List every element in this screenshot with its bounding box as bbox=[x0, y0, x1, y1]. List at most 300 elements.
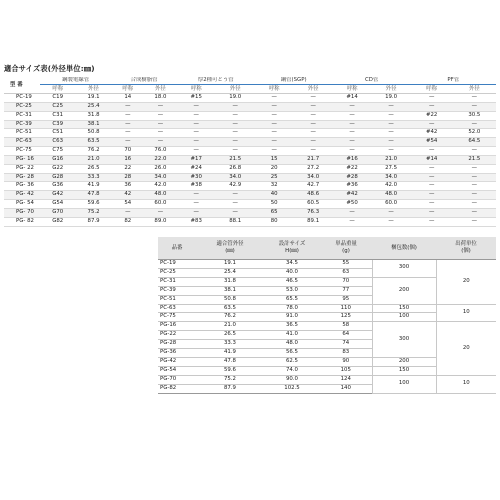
table-cell: — bbox=[294, 129, 333, 138]
table-cell: — bbox=[411, 200, 453, 209]
table-cell: — bbox=[255, 120, 294, 129]
table-cell: 50.8 bbox=[196, 295, 264, 304]
table-cell: 76.2 bbox=[76, 147, 112, 156]
table-cell: 77 bbox=[320, 286, 372, 295]
page-title: 適合サイズ表(外径単位:㎜) bbox=[4, 64, 95, 73]
table-row bbox=[158, 304, 496, 313]
table-cell: 40.0 bbox=[264, 268, 320, 277]
table-cell: — bbox=[255, 94, 294, 103]
group-header: 合成樹脂管 bbox=[111, 77, 176, 85]
table-cell: 21.0 bbox=[196, 322, 264, 331]
table-cell: 76.0 bbox=[144, 147, 177, 156]
table-cell: 26.0 bbox=[144, 164, 177, 173]
table-cell: — bbox=[144, 102, 177, 111]
table-cell: C31 bbox=[40, 111, 76, 120]
table-cell: 22.0 bbox=[144, 155, 177, 164]
pack-count-cell: 150 bbox=[372, 304, 436, 313]
table-cell: G36 bbox=[40, 182, 76, 191]
table-cell: — bbox=[177, 120, 216, 129]
table-cell: 46.5 bbox=[264, 277, 320, 286]
table-cell: — bbox=[333, 138, 372, 147]
table-cell: — bbox=[453, 173, 496, 182]
column-header: 品番 bbox=[158, 237, 196, 260]
table-cell: 52.0 bbox=[453, 129, 496, 138]
table-cell: — bbox=[177, 147, 216, 156]
table-cell: — bbox=[372, 111, 411, 120]
table-cell: #16 bbox=[333, 155, 372, 164]
table-cell: C25 bbox=[40, 102, 76, 111]
table-cell: — bbox=[333, 147, 372, 156]
column-header: 適合管外径 (㎜) bbox=[196, 237, 264, 260]
table-cell: — bbox=[294, 147, 333, 156]
table-cell: G16 bbox=[40, 155, 76, 164]
table-cell: 33.3 bbox=[196, 340, 264, 349]
sub-header: 外径 bbox=[453, 85, 496, 94]
group-header: 鋼製電線管 bbox=[40, 77, 112, 85]
table-cell: 63.5 bbox=[196, 304, 264, 313]
table-cell: — bbox=[255, 138, 294, 147]
pack-count-cell: 100 bbox=[372, 375, 436, 393]
table-cell: #24 bbox=[177, 164, 216, 173]
table-cell: 105 bbox=[320, 366, 372, 375]
group-header: CD管 bbox=[333, 77, 411, 85]
table-cell: 15 bbox=[255, 155, 294, 164]
table-cell: — bbox=[411, 208, 453, 217]
table-cell: 21.0 bbox=[76, 155, 112, 164]
table-cell: 65 bbox=[255, 208, 294, 217]
table-cell: — bbox=[144, 208, 177, 217]
ship-unit-cell: 10 bbox=[436, 375, 496, 393]
table-row bbox=[4, 94, 496, 103]
sub-header: 外径 bbox=[144, 85, 177, 94]
table-cell: 19.0 bbox=[216, 94, 255, 103]
table-cell: #17 bbox=[177, 155, 216, 164]
model-cell: PC-31 bbox=[4, 111, 40, 120]
product-cell: PG-16 bbox=[158, 322, 196, 331]
table-cell: — bbox=[294, 111, 333, 120]
table-cell: #50 bbox=[333, 200, 372, 209]
product-cell: PC-25 bbox=[158, 268, 196, 277]
table-cell: 110 bbox=[320, 304, 372, 313]
table-cell: 36.5 bbox=[264, 322, 320, 331]
table-cell: 32 bbox=[255, 182, 294, 191]
table-cell: 90 bbox=[320, 357, 372, 366]
model-cell: PG- 82 bbox=[4, 217, 40, 226]
table-cell: — bbox=[294, 94, 333, 103]
table-cell: 140 bbox=[320, 384, 372, 393]
table-cell: 63.5 bbox=[76, 138, 112, 147]
table-cell: — bbox=[216, 120, 255, 129]
table-cell: 64 bbox=[320, 331, 372, 340]
table-row bbox=[4, 111, 496, 120]
group-header: PF管 bbox=[411, 77, 496, 85]
table-cell: 89.0 bbox=[144, 217, 177, 226]
table-cell: — bbox=[411, 102, 453, 111]
table-cell: 56.5 bbox=[264, 349, 320, 358]
table-cell: 20 bbox=[255, 164, 294, 173]
table-cell: 54 bbox=[111, 200, 144, 209]
table-cell: C63 bbox=[40, 138, 76, 147]
table-cell: #54 bbox=[411, 138, 453, 147]
table-cell: — bbox=[411, 191, 453, 200]
table-cell: #38 bbox=[177, 182, 216, 191]
table-row bbox=[4, 200, 496, 209]
table-cell: 21.5 bbox=[216, 155, 255, 164]
table-cell: 36 bbox=[111, 182, 144, 191]
table-cell: 28 bbox=[111, 173, 144, 182]
column-header: 梱包数(個) bbox=[372, 237, 436, 260]
table-cell: 34.0 bbox=[294, 173, 333, 182]
product-cell: PG-54 bbox=[158, 366, 196, 375]
model-cell: PG- 36 bbox=[4, 182, 40, 191]
table-cell: 41.9 bbox=[196, 349, 264, 358]
table-cell: 78.0 bbox=[264, 304, 320, 313]
model-cell: PC-51 bbox=[4, 129, 40, 138]
table-cell: 90.0 bbox=[264, 375, 320, 384]
table-row bbox=[4, 208, 496, 217]
sub-header: 呼称 bbox=[255, 85, 294, 94]
ship-unit-cell: 20 bbox=[436, 322, 496, 375]
table-cell: — bbox=[216, 138, 255, 147]
table-cell: 41.9 bbox=[76, 182, 112, 191]
model-cell: PC-39 bbox=[4, 120, 40, 129]
type-header: 型 番 bbox=[4, 77, 40, 94]
table-cell: — bbox=[111, 138, 144, 147]
table-cell: G70 bbox=[40, 208, 76, 217]
table-cell: 125 bbox=[320, 313, 372, 322]
table-row bbox=[4, 129, 496, 138]
table-cell: — bbox=[216, 208, 255, 217]
table-cell: — bbox=[333, 111, 372, 120]
table-cell: 74 bbox=[320, 340, 372, 349]
table-cell: — bbox=[144, 111, 177, 120]
table-cell: 16 bbox=[111, 155, 144, 164]
table-cell: C75 bbox=[40, 147, 76, 156]
table-cell: 42.0 bbox=[144, 182, 177, 191]
table-cell: 65.5 bbox=[264, 295, 320, 304]
table-cell: — bbox=[411, 164, 453, 173]
table-cell: 14 bbox=[111, 94, 144, 103]
table-cell: — bbox=[411, 217, 453, 226]
table-cell: 76.2 bbox=[196, 313, 264, 322]
table-cell: — bbox=[177, 191, 216, 200]
table-cell: #83 bbox=[177, 217, 216, 226]
table-cell: 38.1 bbox=[196, 286, 264, 295]
ship-unit-cell: 10 bbox=[436, 304, 496, 322]
table-row bbox=[4, 147, 496, 156]
table-row bbox=[4, 182, 496, 191]
table-cell: — bbox=[255, 111, 294, 120]
table-row bbox=[158, 322, 496, 331]
table-cell: 82 bbox=[111, 217, 144, 226]
table-cell: — bbox=[372, 217, 411, 226]
table-cell: 22 bbox=[111, 164, 144, 173]
table-cell: 33.3 bbox=[76, 173, 112, 182]
table-cell: — bbox=[294, 120, 333, 129]
table-cell: — bbox=[372, 138, 411, 147]
table-cell: — bbox=[216, 200, 255, 209]
table-cell: 88.1 bbox=[216, 217, 255, 226]
product-cell: PG-70 bbox=[158, 375, 196, 384]
table-cell: 31.8 bbox=[196, 277, 264, 286]
table-row bbox=[4, 102, 496, 111]
table-cell: 58 bbox=[320, 322, 372, 331]
model-cell: PG- 42 bbox=[4, 191, 40, 200]
table-cell: C51 bbox=[40, 129, 76, 138]
pack-count-cell: 200 bbox=[372, 277, 436, 304]
group-header: 鋼管(SGP) bbox=[255, 77, 333, 85]
table-cell: — bbox=[216, 191, 255, 200]
ship-unit-cell: 20 bbox=[436, 260, 496, 305]
column-header: 単品重量 (g) bbox=[320, 237, 372, 260]
model-cell: PG- 16 bbox=[4, 155, 40, 164]
model-cell: PC-19 bbox=[4, 94, 40, 103]
table-cell: 74.0 bbox=[264, 366, 320, 375]
table-row bbox=[4, 173, 496, 182]
table-cell: — bbox=[144, 129, 177, 138]
table-cell: — bbox=[111, 129, 144, 138]
sub-header: 外径 bbox=[216, 85, 255, 94]
table-cell: — bbox=[216, 147, 255, 156]
table-cell: #22 bbox=[333, 164, 372, 173]
model-cell: PG- 28 bbox=[4, 173, 40, 182]
table-cell: — bbox=[177, 138, 216, 147]
table-cell: — bbox=[453, 208, 496, 217]
table-cell: — bbox=[177, 208, 216, 217]
product-cell: PC-31 bbox=[158, 277, 196, 286]
table-cell: 21.7 bbox=[294, 155, 333, 164]
table-cell: — bbox=[453, 182, 496, 191]
table-cell: — bbox=[453, 147, 496, 156]
table-cell: — bbox=[411, 147, 453, 156]
table-cell: 21.5 bbox=[453, 155, 496, 164]
table-cell: 26.8 bbox=[216, 164, 255, 173]
table-cell: — bbox=[333, 129, 372, 138]
table-cell: 40 bbox=[255, 191, 294, 200]
model-cell: PC-75 bbox=[4, 147, 40, 156]
table-cell: — bbox=[411, 182, 453, 191]
table-cell: 62.5 bbox=[264, 357, 320, 366]
product-cell: PG-36 bbox=[158, 349, 196, 358]
table-cell: 31.8 bbox=[76, 111, 112, 120]
table-cell: 102.5 bbox=[264, 384, 320, 393]
table-cell: — bbox=[333, 208, 372, 217]
table-cell: 34.0 bbox=[372, 173, 411, 182]
table-cell: C19 bbox=[40, 94, 76, 103]
table-cell: 76.3 bbox=[294, 208, 333, 217]
product-cell: PG-82 bbox=[158, 384, 196, 393]
table-cell: — bbox=[111, 111, 144, 120]
table-cell: — bbox=[453, 164, 496, 173]
table-cell: 25 bbox=[255, 173, 294, 182]
sub-header: 呼称 bbox=[177, 85, 216, 94]
table-cell: 48.6 bbox=[294, 191, 333, 200]
table-cell: 60.0 bbox=[144, 200, 177, 209]
model-cell: PC-63 bbox=[4, 138, 40, 147]
model-cell: PC-25 bbox=[4, 102, 40, 111]
table-cell: 70 bbox=[320, 277, 372, 286]
table-cell: G28 bbox=[40, 173, 76, 182]
table-cell: 25.4 bbox=[196, 268, 264, 277]
pack-count-cell: 300 bbox=[372, 322, 436, 358]
product-cell: PG-22 bbox=[158, 331, 196, 340]
table-row bbox=[4, 138, 496, 147]
table-cell: — bbox=[411, 94, 453, 103]
model-cell: PG- 54 bbox=[4, 200, 40, 209]
product-cell: PC-63 bbox=[158, 304, 196, 313]
table-cell: — bbox=[453, 217, 496, 226]
table-row bbox=[4, 217, 496, 226]
table-cell: — bbox=[111, 120, 144, 129]
group-header: 厚2種可とう管 bbox=[177, 77, 255, 85]
sub-header: 呼称 bbox=[333, 85, 372, 94]
table-cell: 55 bbox=[320, 260, 372, 269]
table-cell: — bbox=[294, 102, 333, 111]
table-cell: 47.8 bbox=[76, 191, 112, 200]
table-cell: 70 bbox=[111, 147, 144, 156]
table-cell: 19.1 bbox=[76, 94, 112, 103]
pack-count-cell: 300 bbox=[372, 260, 436, 278]
table-cell: 26.5 bbox=[76, 164, 112, 173]
pack-count-cell: 200 bbox=[372, 357, 436, 366]
table-cell: 19.0 bbox=[372, 94, 411, 103]
table-cell: 80 bbox=[255, 217, 294, 226]
table-row bbox=[4, 191, 496, 200]
table-cell: #42 bbox=[411, 129, 453, 138]
sub-header: 外径 bbox=[76, 85, 112, 94]
table-cell: 21.0 bbox=[372, 155, 411, 164]
product-cell: PC-19 bbox=[158, 260, 196, 269]
table-cell: 30.5 bbox=[453, 111, 496, 120]
table-cell: — bbox=[453, 200, 496, 209]
table-cell: 42 bbox=[111, 191, 144, 200]
pack-count-cell: 150 bbox=[372, 366, 436, 375]
table-cell: — bbox=[177, 129, 216, 138]
table-cell: 60.5 bbox=[294, 200, 333, 209]
table-cell: 47.8 bbox=[196, 357, 264, 366]
column-header: 出荷単位 (個) bbox=[436, 237, 496, 260]
table-cell: 59.6 bbox=[196, 366, 264, 375]
table-cell: 87.9 bbox=[196, 384, 264, 393]
table-cell: — bbox=[216, 111, 255, 120]
table-cell: — bbox=[111, 102, 144, 111]
table-cell: — bbox=[216, 129, 255, 138]
table-cell: — bbox=[255, 102, 294, 111]
table-cell: — bbox=[372, 102, 411, 111]
table-cell: C39 bbox=[40, 120, 76, 129]
table-cell: 27.2 bbox=[294, 164, 333, 173]
sub-header: 呼称 bbox=[111, 85, 144, 94]
table-cell: #22 bbox=[411, 111, 453, 120]
table-cell: — bbox=[177, 111, 216, 120]
table-cell: — bbox=[333, 217, 372, 226]
model-cell: PG- 70 bbox=[4, 208, 40, 217]
table-cell: 48.0 bbox=[264, 340, 320, 349]
table-cell: 75.2 bbox=[196, 375, 264, 384]
table-cell: — bbox=[453, 94, 496, 103]
product-spec-table bbox=[158, 237, 496, 394]
table-cell: 25.4 bbox=[76, 102, 112, 111]
table-cell: — bbox=[411, 120, 453, 129]
table-cell: 48.0 bbox=[144, 191, 177, 200]
sub-header: 外径 bbox=[294, 85, 333, 94]
table-cell: 60.0 bbox=[372, 200, 411, 209]
table-cell: 64.5 bbox=[453, 138, 496, 147]
table-cell: 42.9 bbox=[216, 182, 255, 191]
table-cell: 34.5 bbox=[264, 260, 320, 269]
table-cell: 18.0 bbox=[144, 94, 177, 103]
table-cell: — bbox=[111, 208, 144, 217]
table-cell: 89.1 bbox=[294, 217, 333, 226]
table-cell: 26.5 bbox=[196, 331, 264, 340]
table-cell: 27.5 bbox=[372, 164, 411, 173]
table-cell: 91.0 bbox=[264, 313, 320, 322]
table-cell: G82 bbox=[40, 217, 76, 226]
table-row bbox=[4, 120, 496, 129]
table-cell: — bbox=[177, 200, 216, 209]
table-row bbox=[158, 260, 496, 269]
table-cell: — bbox=[294, 138, 333, 147]
table-cell: — bbox=[333, 120, 372, 129]
table-cell: — bbox=[372, 208, 411, 217]
sub-header: 呼称 bbox=[40, 85, 76, 94]
table-cell: 124 bbox=[320, 375, 372, 384]
table-cell: 38.1 bbox=[76, 120, 112, 129]
product-cell: PC-39 bbox=[158, 286, 196, 295]
table-cell: 83 bbox=[320, 349, 372, 358]
table-cell: — bbox=[372, 129, 411, 138]
column-header: 設計サイズ H(㎜) bbox=[264, 237, 320, 260]
table-cell: — bbox=[453, 102, 496, 111]
table-cell: 34.0 bbox=[144, 173, 177, 182]
table-cell: #30 bbox=[177, 173, 216, 182]
table-cell: — bbox=[144, 138, 177, 147]
product-cell: PG-42 bbox=[158, 357, 196, 366]
table-row bbox=[158, 375, 496, 384]
table-cell: 63 bbox=[320, 268, 372, 277]
table-cell: G42 bbox=[40, 191, 76, 200]
size-compatibility-table bbox=[4, 77, 496, 227]
pack-count-cell: 100 bbox=[372, 313, 436, 322]
product-cell: PG-28 bbox=[158, 340, 196, 349]
table-cell: 50 bbox=[255, 200, 294, 209]
table-cell: — bbox=[411, 173, 453, 182]
table-cell: — bbox=[216, 102, 255, 111]
sub-header: 外径 bbox=[372, 85, 411, 94]
table-cell: — bbox=[255, 129, 294, 138]
table-cell: #15 bbox=[177, 94, 216, 103]
table-cell: #36 bbox=[333, 182, 372, 191]
table-cell: 75.2 bbox=[76, 208, 112, 217]
table-cell: 42.0 bbox=[372, 182, 411, 191]
table-cell: 53.0 bbox=[264, 286, 320, 295]
table-cell: 87.9 bbox=[76, 217, 112, 226]
table-cell: 95 bbox=[320, 295, 372, 304]
product-cell: PC-51 bbox=[158, 295, 196, 304]
table-cell: — bbox=[372, 147, 411, 156]
table-cell: — bbox=[333, 102, 372, 111]
table-cell: 19.1 bbox=[196, 260, 264, 269]
table-cell: #14 bbox=[411, 155, 453, 164]
table-cell: #14 bbox=[333, 94, 372, 103]
sub-header: 呼称 bbox=[411, 85, 453, 94]
table-cell: 48.0 bbox=[372, 191, 411, 200]
table-cell: — bbox=[177, 102, 216, 111]
table-cell: 41.0 bbox=[264, 331, 320, 340]
table-row bbox=[4, 164, 496, 173]
table-cell: — bbox=[255, 147, 294, 156]
table-cell: 50.8 bbox=[76, 129, 112, 138]
